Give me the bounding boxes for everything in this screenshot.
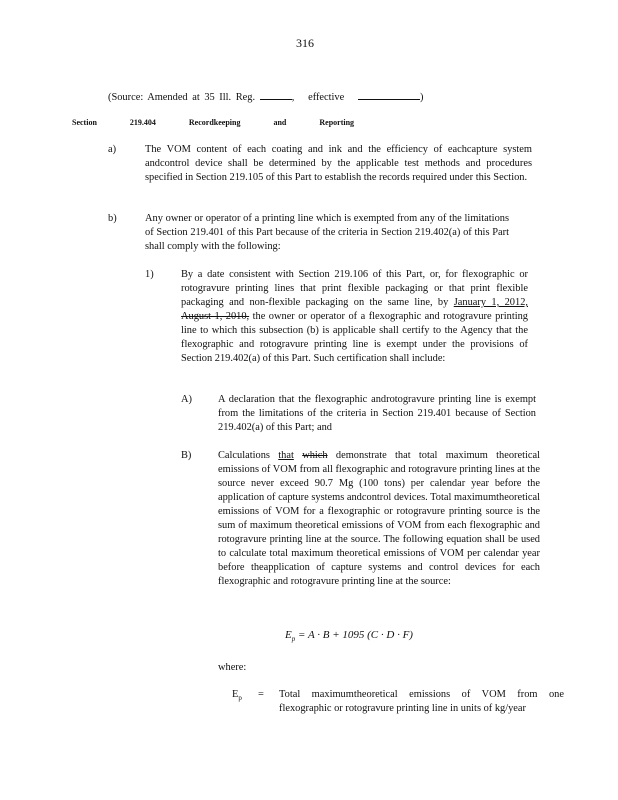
para-b1-text: [181, 268, 528, 366]
section-title-and: and: [273, 118, 287, 127]
definition-equals: =: [258, 689, 264, 700]
para-B-text: [218, 449, 540, 589]
source-effective: effective: [308, 92, 345, 103]
equation-lhs-sub: p: [291, 635, 296, 644]
equation: [285, 628, 413, 646]
section-word: Section: [72, 118, 97, 127]
para-b1-text-2: the owner or operator of a flexographic and rotogravure printing line to which this subsection (b) is applicable shall certify to the Agency that the flexographic and rotogravure printing line is exempt under the provisions of Section 219.402(a) of this Part. Such certification shall include:: [181, 311, 529, 364]
source-note: (Source: Amended at 35 Ill. Reg. , effective ): [108, 88, 424, 105]
section-heading: [72, 116, 382, 130]
equation-lhs: E: [285, 629, 292, 641]
para-B-text-2: demonstrate that total maximum theoretical emissions of VOM from all flexographic and rotogravure printing lines at the source never exceed 90.7 Mg (100 tons) per calendar year before the application of capture systems andcontrol devices. Total maximumtheoretical emissions of VOM for a flexographic or rotogravure printing source is the sum of maximum theoretical emissions of VOM from each flexographic and rotogravure printing line at the source. The following equation shall be used to calculate total maximum theoretical emissions of VOM per calendar year before theapplication of capture systems and control devices for each flexographic and rotogravure printing line at the source:: [218, 450, 540, 587]
definition-symbol-sub: p: [238, 694, 242, 703]
effective-date-blank: [358, 88, 420, 100]
para-b-text: Any owner or operator of a printing line which is exempted from any of the limitations of Section 219.401 of this Part because of the criteria in Section 219.402(a) of this Part shall comply with the following:: [145, 213, 509, 252]
inserted-that: that: [278, 450, 294, 461]
para-a-label: a): [108, 144, 117, 155]
para-a-text: The VOM content of each coating and ink and the efficiency of eachcapture system andcontrol device shall be determined by the applicable test methods and procedures specified in Section 219.105 of this Part to establish the records required under this Section.: [145, 144, 532, 183]
definition-symbol: [232, 688, 242, 705]
para-b1-text-1: By a date consistent with Section 219.106 of this Part, or, for flexographic or rotogravure printing lines that print flexible packaging or that print flexible packaging and non-flexible packaging on the same line, by: [181, 269, 528, 308]
section-title-2: Reporting: [319, 118, 355, 127]
equation-rhs: = A · B + 1095 (C · D · F): [295, 629, 413, 641]
para-A-text: A declaration that the flexographic androtogravure printing line is exempt from the limitations of the criteria in Section 219.401 because of Section 219.402(a) of this Part; and: [218, 394, 536, 433]
para-B-text-1: Calculations: [218, 450, 279, 461]
where-label: where:: [218, 662, 247, 673]
register-blank: [260, 88, 292, 100]
definition-symbol-main: E: [232, 689, 239, 700]
section-number: 219.404: [129, 118, 156, 127]
page-number: 316: [296, 36, 314, 50]
deleted-date: August 1, 2010,: [181, 311, 250, 322]
para-B-label: B): [181, 450, 192, 461]
deleted-which: which: [302, 450, 328, 461]
para-A-label: A): [181, 394, 192, 405]
inserted-date: January 1, 2012,: [453, 297, 528, 308]
para-b1-label: 1): [145, 269, 154, 280]
source-prefix: (Source: Amended at 35 Ill. Reg.: [108, 92, 256, 103]
para-b-label: b): [108, 213, 117, 224]
definition-text: Total maximumtheoretical emissions of VOM from one flexographic or rotogravure printing line in units of kg/year: [279, 689, 564, 714]
source-suffix: ): [420, 92, 424, 103]
section-title-1: Recordkeeping: [188, 118, 241, 127]
